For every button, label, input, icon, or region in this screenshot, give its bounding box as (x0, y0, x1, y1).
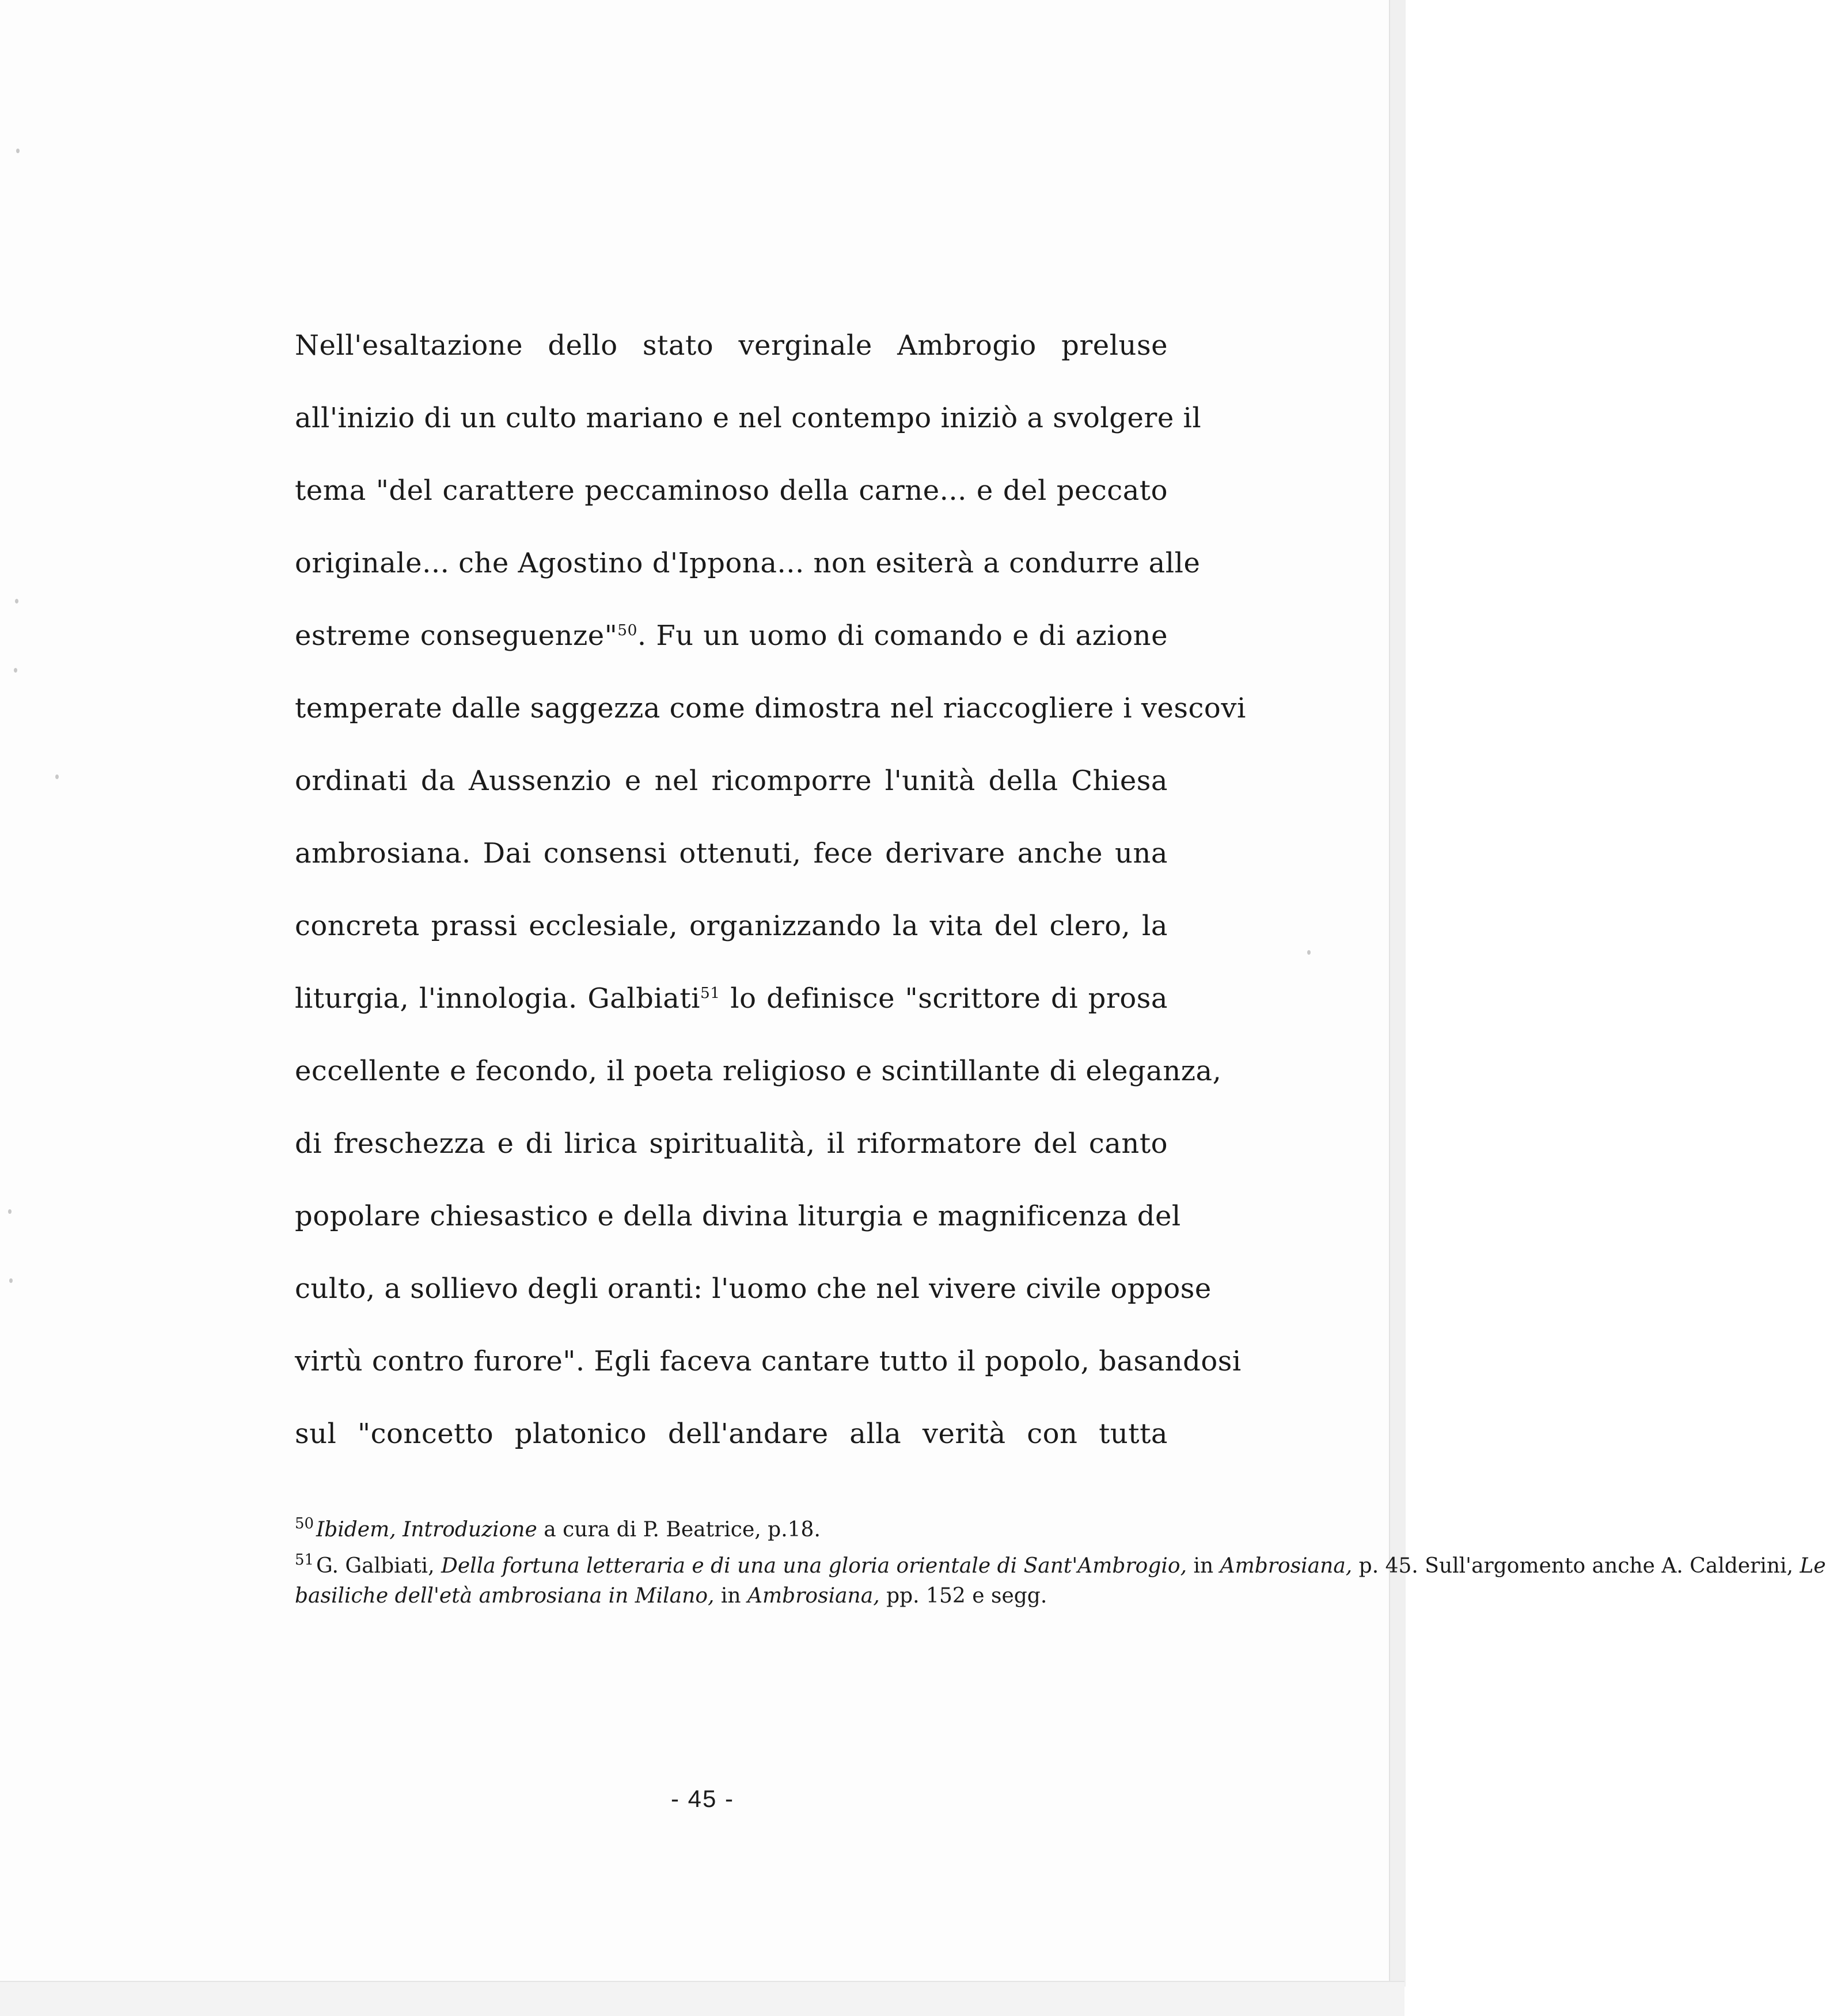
text-line: popolare chiesastico e della divina liturgia e magnificenza del (295, 1200, 1181, 1232)
scan-speck (1307, 950, 1311, 955)
footnote-title: Le (1800, 1554, 1826, 1578)
scan-speck (9, 1278, 13, 1283)
text-line: concreta prassi ecclesiale, organizzando la vita del clero, la (295, 910, 1168, 942)
footnote-text: in (1187, 1554, 1220, 1578)
text-line: virtù contro furore". Egli faceva cantare tutto il popolo, basandosi (295, 1345, 1242, 1377)
footnote-ref-punct: . (637, 620, 647, 652)
footnote-50 (295, 1509, 1168, 1545)
footnote-number: 50 (295, 1515, 314, 1532)
footnote-text: p. 45. Sull'argomento anche A. Calderini, (1352, 1554, 1800, 1578)
page-number: - 45 - (670, 1785, 735, 1812)
footnote-source: Ambrosiana, (747, 1584, 880, 1608)
footnote-51 (295, 1545, 1826, 1611)
text-line: temperate dalle saggezza come dimostra nel riaccogliere i vescovi (295, 692, 1246, 724)
text-line: di freschezza e di lirica spiritualità, il riformatore del canto (295, 1127, 1168, 1160)
footnote-title: Ibidem, Introduzione (316, 1518, 537, 1542)
text-line: ambrosiana. Dai consensi ottenuti, fece derivare anche una (295, 837, 1168, 870)
footnote-source: Ambrosiana, (1220, 1554, 1353, 1578)
text-line: all'inizio di un culto mariano e nel contempo iniziò a svolgere il (295, 402, 1202, 434)
text-line: eccellente e fecondo, il poeta religioso e scintillante di eleganza, (295, 1055, 1222, 1087)
footnote-text: a cura di P. Beatrice, p.18. (537, 1518, 821, 1542)
footnote-title: Della fortuna letteraria e di una una gloria orientale di Sant'Ambrogio, (441, 1554, 1187, 1578)
scan-speck (15, 599, 18, 603)
page-edge-bottom (0, 1981, 1404, 2016)
footnote-ref-50[interactable]: 50 (617, 621, 637, 639)
text-line (295, 610, 1168, 682)
text-line: ordinati da Aussenzio e nel ricomporre l'unità della Chiesa (295, 765, 1168, 797)
footnotes (295, 1509, 1826, 1611)
footnote-number: 51 (295, 1551, 314, 1569)
body-text (295, 320, 1246, 1480)
scan-speck (55, 774, 59, 779)
scan-speck (16, 149, 20, 153)
text-span: estreme conseguenze" (295, 620, 618, 652)
text-line: tema "del carattere peccaminoso della carne... e del peccato (295, 474, 1168, 507)
footnote-text: pp. 152 e segg. (879, 1584, 1047, 1608)
page-edge-right (1389, 0, 1406, 1987)
text-line: sul "concetto platonico dell'andare alla verità con tutta (295, 1418, 1168, 1450)
scan-speck (14, 668, 17, 673)
text-span: liturgia, l'innologia. Galbiati (295, 982, 701, 1015)
text-span: Fu un uomo di comando e di azione (656, 620, 1168, 652)
footnote-text: in (714, 1584, 748, 1608)
text-line: Nell'esaltazione dello stato verginale Ambrogio preluse (295, 329, 1168, 362)
footnote-author: G. Galbiati, (316, 1554, 441, 1578)
footnote-ref-51[interactable]: 51 (700, 984, 720, 1002)
scan-speck (8, 1209, 12, 1214)
footnote-title: basiliche dell'età ambrosiana in Milano, (295, 1584, 715, 1608)
text-span: lo definisce "scrittore di prosa (730, 982, 1168, 1015)
footnote-line (295, 1584, 1047, 1608)
text-line: culto, a sollievo degli oranti: l'uomo che nel vivere civile oppose (295, 1273, 1212, 1305)
footnote-line (295, 1545, 1826, 1581)
text-line (295, 973, 1168, 1045)
text-line: originale... che Agostino d'Ippona... non esiterà a condurre alle (295, 547, 1201, 579)
